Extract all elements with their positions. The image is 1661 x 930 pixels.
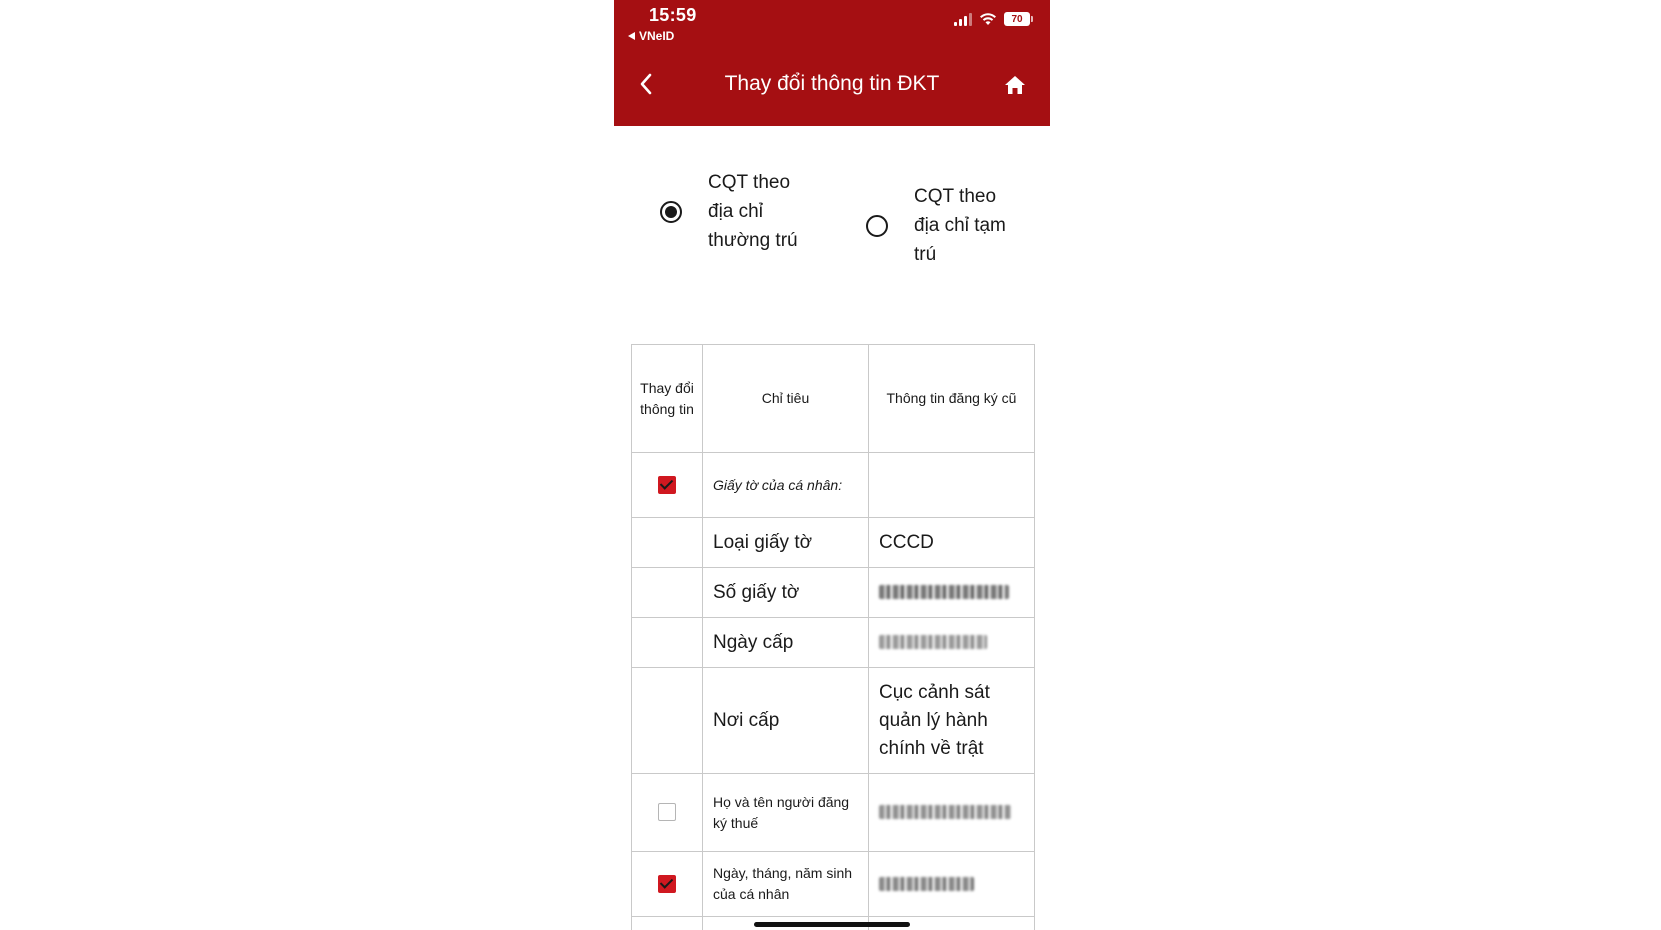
phone-screen xyxy=(614,0,1050,930)
redacted-value xyxy=(879,635,987,649)
page-title: Thay đổi thông tin ĐKT xyxy=(724,72,940,95)
radio-selected-icon[interactable] xyxy=(660,201,682,223)
back-button[interactable] xyxy=(632,70,660,98)
home-button[interactable] xyxy=(1002,72,1028,98)
row-label: Giấy tờ của cá nhân: xyxy=(713,476,843,493)
app-header xyxy=(614,0,1050,126)
row-value: Cục cảnh sát quản lý hành chính về trật xyxy=(879,681,990,759)
row-value: CCCD xyxy=(879,531,934,553)
change-checkbox[interactable] xyxy=(658,476,676,494)
table-row xyxy=(632,568,1035,618)
row-label: Số giấy tờ xyxy=(713,581,800,603)
battery-level: 70 xyxy=(1011,13,1023,25)
column-header: Thay đổi thông tin xyxy=(632,345,703,453)
change-checkbox[interactable] xyxy=(658,803,676,821)
row-label: Ngày, tháng, năm sinh của cá nhân xyxy=(713,865,853,902)
table-row xyxy=(632,774,1035,852)
status-time: 15:59 xyxy=(649,5,697,25)
row-label: Nơi cấp xyxy=(713,709,780,731)
radio-temporary-address[interactable] xyxy=(866,182,1024,269)
battery-icon xyxy=(1004,12,1030,26)
table-row xyxy=(632,852,1035,917)
back-triangle-icon xyxy=(628,32,635,40)
back-to-app-link[interactable] xyxy=(628,29,674,43)
row-label: Họ và tên người đăng ký thuế xyxy=(713,793,850,831)
table-row xyxy=(632,618,1035,668)
home-indicator[interactable] xyxy=(754,922,910,927)
row-value xyxy=(869,453,1035,518)
row-label: Loại giấy tờ xyxy=(713,531,813,553)
radio-label: CQT theo địa chỉ thường trú xyxy=(708,172,798,251)
back-app-label: VNeID xyxy=(639,29,675,43)
table-header-row xyxy=(632,345,1035,453)
home-icon xyxy=(1004,75,1026,95)
redacted-value xyxy=(879,585,1009,599)
table-row xyxy=(632,668,1035,774)
status-icons xyxy=(954,12,1030,26)
tax-authority-radio-group xyxy=(614,160,1050,320)
column-header: Chỉ tiêu xyxy=(703,345,869,453)
change-checkbox[interactable] xyxy=(658,875,676,893)
row-label: Ngày cấp xyxy=(713,631,794,653)
table-row xyxy=(632,453,1035,518)
wifi-icon xyxy=(979,12,997,26)
registration-info-table xyxy=(631,344,1035,930)
column-header: Thông tin đăng ký cũ xyxy=(869,345,1035,453)
chevron-left-icon xyxy=(639,73,653,95)
radio-label: CQT theo địa chỉ tạm trú xyxy=(914,186,1006,265)
radio-permanent-address[interactable] xyxy=(660,168,808,255)
signal-icon xyxy=(954,13,972,26)
radio-unselected-icon[interactable] xyxy=(866,215,888,237)
redacted-value xyxy=(879,805,1011,819)
table-row xyxy=(632,518,1035,568)
redacted-value xyxy=(879,877,974,891)
